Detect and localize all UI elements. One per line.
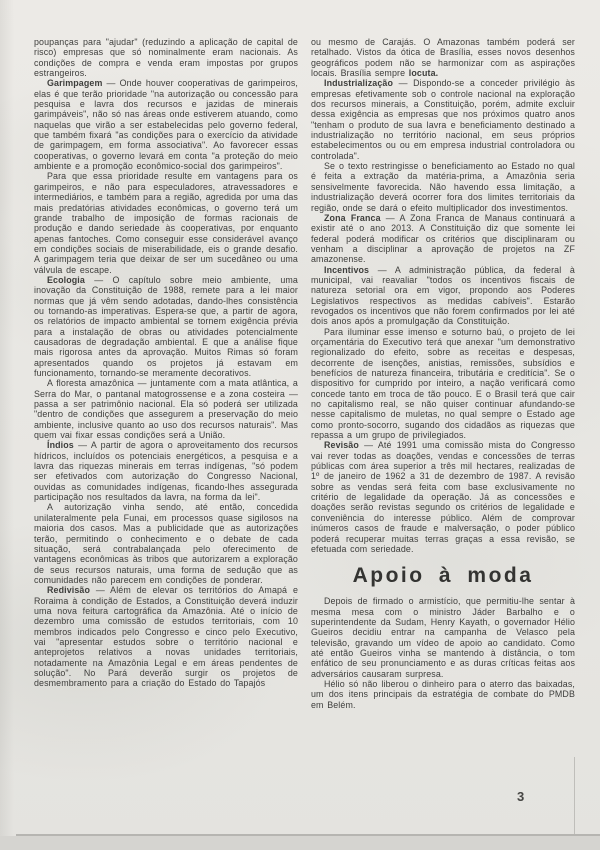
paragraph-text: Para que essa prioridade resulte em vantagens para os garimpeiros, e não para especuladores, atravessadores e intermediários, e também para a região, agredida por uma das mais predatórias atividades econômicas, o governo terá um grande trabalho de imposição de formas racionais de produção e dando seriedade às cooperativas, por enquanto apenas fantoches. Como conseguir esse considerável avanço em condições sociais de miserabilidade, eis o grande desafio. A garimpagem teria que deixar de ser um sucedâneo ou uma válvula de escape. xyxy=(34,171,298,275)
paragraph xyxy=(311,679,575,710)
paragraph xyxy=(311,213,575,265)
left-column xyxy=(34,37,298,710)
paragraph-text: — A partir de agora o aproveitamento dos recursos hídricos, incluídos os potenciais energéticos, a pesquisa e a lavra das riquezas minerais em terras indígenas, "só podem ser efetivados com autorização do Congresso Nacional, ouvidas as comunidades indígenas, ficando-lhes assegurada participação nos resultados da lavra, na forma da lei". xyxy=(34,440,298,503)
paragraph-text: poupanças para "ajudar" (reduzindo a aplicação de capital de risco) empresas que só nominalmente eram nacionais. As condições de compra e venda eram impostas por grupos estrangeiros. xyxy=(34,37,298,79)
paragraph-lead-in: locuta. xyxy=(408,68,439,79)
paragraph-text: ou mesmo de Carajás. O Amazonas também poderá ser retalhado. Vistos da ótica de Brasília, esses novos desenhos geográficos podem não se harmonizar com as aspirações locais. Brasília sempre xyxy=(311,37,575,79)
paragraph xyxy=(311,161,575,213)
article-body xyxy=(34,37,576,710)
paragraph xyxy=(311,265,575,327)
paragraph-lead-in: Índios xyxy=(47,440,74,451)
paragraph xyxy=(34,171,298,274)
paragraph-text: — Onde houver cooperativas de garimpeiros, elas é que terão prioridade "na autorização ou concessão para pesquisa e lavra dos recursos e jazidas de minerais garimpáveis", não só nas áreas onde estiverem atuando, como naquelas que virão a ser estabelecidas pelo governo federal, que também fixará "as condições para o exercício da atividade de garimpagem, em forma associativa". Ao favorecer essas cooperativas, o governo levará em conta "a proteção do meio ambiente e a promoção econômico-social dos garimpeiros". xyxy=(34,78,298,172)
paragraph xyxy=(34,585,298,688)
scan-bottom-band xyxy=(0,836,600,850)
paragraph-lead-in: Ecologia xyxy=(47,274,85,285)
section-heading: Apoio à moda xyxy=(352,564,534,588)
paragraph-text: A autorização vinha sendo, até então, concedida unilateralmente pela Funai, em processos quase sigilosos na maioria dos casos. Mas a publicidade que as autorizações terão, permitindo o conhecimento e o debate de cada situação, será contrabalançada pelo oferecimento de vantagens econômicas às tribos que autorizarem a exploração de seus recursos naturais, uma forma de sedução que as comunidades não parecem em condições de ponderar. xyxy=(34,502,298,585)
paragraph xyxy=(311,440,575,554)
paragraph-text: — Além de elevar os territórios do Amapá e Roraima à condição de Estados, a Constituição deverá induzir uma nova feitura cartográfica da Amazônia. Até o início de dezembro uma comissão de estudos territoriais, com 10 membros indicados pelo Congresso e cinco pelo Executivo, vai "apresentar estudos sobre o território nacional e anteprojetos relativos a novas unidades territoriais, notadamente na Amazônia Legal e em áreas pendentes de solução". No Pará deverão surgir os projetos de desmembramento para a criação do Estado do Tapajós xyxy=(34,585,298,689)
scan-left-shadow xyxy=(0,0,14,850)
paragraph xyxy=(34,378,298,440)
paragraph-text: Para iluminar esse imenso e soturno baú, o projeto de lei orçamentária do Executivo terá que anexar "um demonstrativo regionalizado do efeito, sobre as receitas e despesas, decorrente de isenções, anistias, remissões, subsídios e benefícios de natureza financeira, tributária e creditícia". Se o dispositivo for cumprido por inteiro, a nação verificará como concede tanto em troca de tão pouco. E o Brasil terá que cair no capitalismo real, se não quiser continuar afundando-se nesse capitalismo de muletas, no qual sempre o Estado age como pronto-socorro, sugando dos cidadãos as riquezas que repassa a um grupo de privilegiados. xyxy=(311,326,575,441)
paragraph-lead-in: Garimpagem xyxy=(47,78,103,89)
paragraph xyxy=(311,78,575,161)
paragraph-text: Depois de firmado o armistício, que permitiu-lhe sentar à mesma mesa com o ministro Jáder Barbalho e o superintendente da Sudam, Henry Kayath, o governador Hélio Gueiros decidiu entrar na campanha de Velasco pela televisão, gravando um vídeo de apoio ao candidato. Como até então Gueiros vinha se mantendo à distância, o tom enfático de seu pronunciamento e as duras críticas feitas aos adversários causaram surpresa. xyxy=(311,596,575,679)
paragraph-text: — O capítulo sobre meio ambiente, uma inovação da Constituição de 1988, remete para a lei maior normas que já vêm sendo adotadas, dando-lhes consistência ou tornando-as imperativas. Espera-se que, a partir de agora, os relatórios de impacto ambiental se tornem exigência prévia para a instalação de obras ou atividades potencialmente causadoras de degradação ambiental. E que a análise fique mais rigorosa antes da aprovação. Muitos Rimas só foram apresentados quando os projetos já estavam em funcionamento, tornando-se meramente decorativos. xyxy=(34,274,298,378)
page-number: 3 xyxy=(517,789,525,804)
paragraph xyxy=(34,78,298,171)
paragraph-text: — A administração pública, da federal à municipal, vai reavaliar "todos os incentivos fiscais de natureza setorial ora em vigor, propondo aos Poderes Legislativos respectivos as medidas cabíveis". Estarão revogados os incentivos que não forem confirmados por lei até dois anos após a promulgação da Constituição. xyxy=(311,264,575,327)
paragraph-lead-in: Revisão xyxy=(324,440,359,451)
paragraph-text: — Dispondo-se a conceder privilégio às empresas efetivamente sob o controle nacional na exploração dos recursos minerais, a Constituição, porém, admite excluir dessa exigência as empresas que nos próximos quatro anos "tenham o produto de sua lavra e beneficiamento destinado a industrialização no território nacional, em seus próprios estabelecimentos ou ou em empresa industrial controladora ou controlada". xyxy=(311,78,575,161)
page-right-edge-line xyxy=(574,757,575,835)
paragraph xyxy=(34,37,298,78)
paragraph-text: — A Zona Franca de Manaus continuará a existir até o ano 2013. A Constituição diz que somente lei federal poderá modificar os critérios que disciplinaram ou venham a disciplinar a aprovação de projetos na ZF amazonense. xyxy=(311,212,576,265)
paragraph xyxy=(311,37,575,78)
paragraph-text: — Até 1991 uma comissão mista do Congresso vai rever todas as doações, vendas e concessões de terras públicas com área superior a três mil hectares, realizadas de 1º de janeiro de 1962 a 31 de dezembro de 1987. A revisão sobre as vendas será feita com base exclusivamente no critério de legalidade da operação. Já as concessões e doações serão revistas segundo os critérios de legalidade e conveniência do interesse público. Além de comprovar inúmeros casos de fraude e malversação, o poder público poderá recuperar muitas terras graças a essa revisão, se efetuada com seriedade. xyxy=(311,440,575,554)
paragraph-lead-in: Redivisão xyxy=(47,585,91,596)
paragraph-lead-in: Incentivos xyxy=(324,264,370,275)
paragraph-lead-in: Zona Franca xyxy=(324,212,381,223)
paragraph xyxy=(34,502,298,585)
paragraph-text: Se o texto restringisse o beneficiamento ao Estado no qual é feita a extração da matéria-prima, a Amazônia seria sensivelmente favorecida. Não havendo essa limitação, a industrialização deverá ocorrer fora dos limites territoriais da região, onde se dará o efeito multiplicador dos investimentos. xyxy=(311,161,575,213)
paragraph xyxy=(311,327,575,441)
paragraph xyxy=(34,275,298,378)
paragraph xyxy=(34,440,298,502)
paragraph-text: Hélio só não liberou o dinheiro para o aterro das baixadas, um dos itens principais da estratégia de combate do PMDB em Belém. xyxy=(311,678,575,710)
paragraph-text: A floresta amazônica — juntamente com a mata atlântica, a Serra do Mar, o pantanal matogrossense e a zona costeira — passa a ser patrimônio nacional. Ela só poderá ser utilizada "dentro de condições que assegurem a preservação do meio ambiente, inclusive quanto ao uso dos recursos naturais". Mas quem vai fixar essas condições será a União. xyxy=(34,378,298,441)
paragraph-lead-in: Industrialização xyxy=(324,78,393,89)
paragraph xyxy=(311,596,575,679)
right-column xyxy=(311,37,575,710)
